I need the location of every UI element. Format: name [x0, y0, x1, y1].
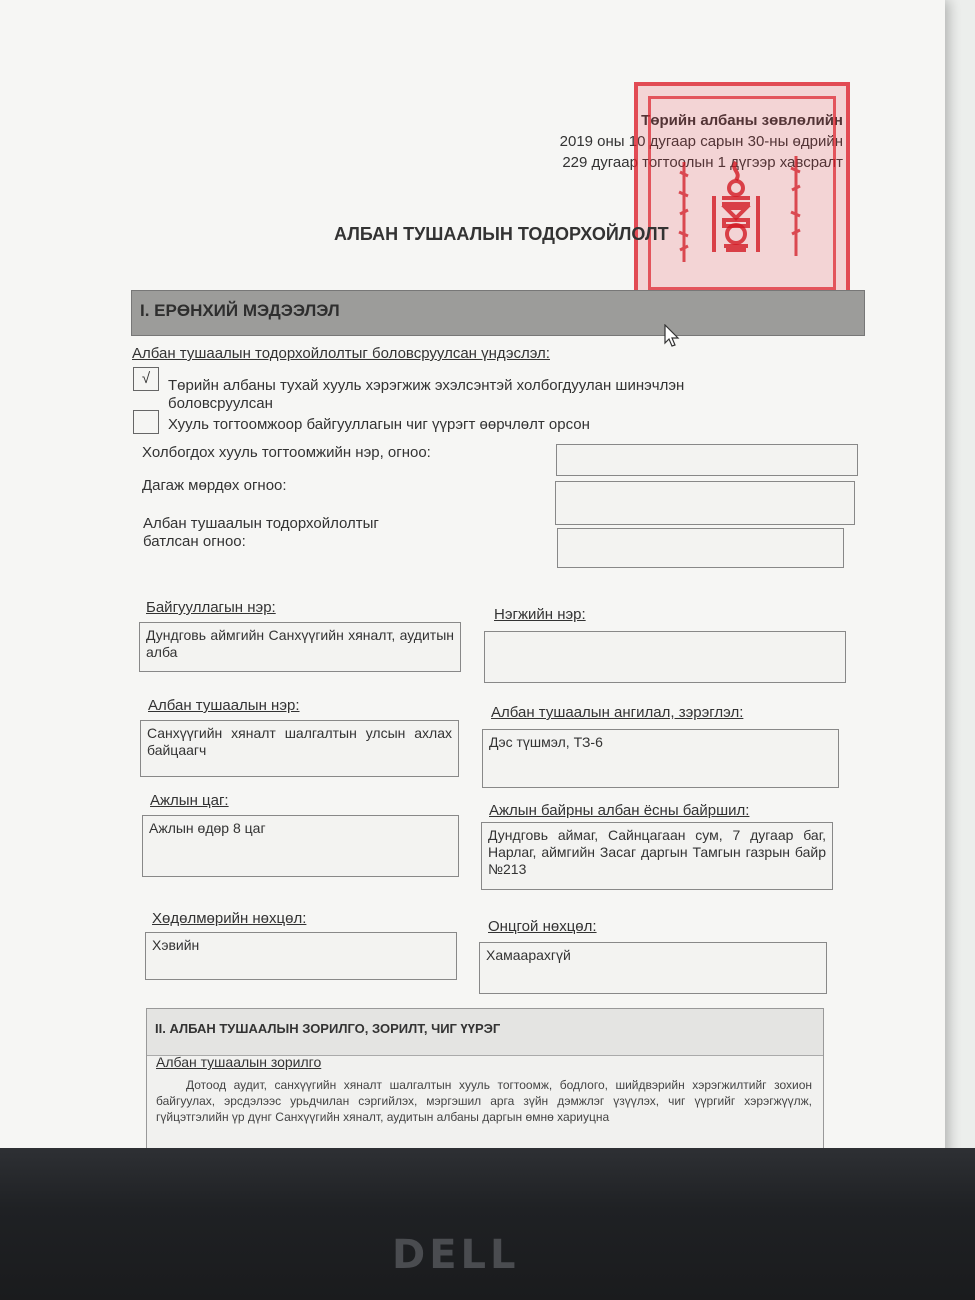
position-class-field[interactable]: [482, 729, 839, 788]
org-name-value: Дундговь аймгийн Санхүүгийн хяналт, аудитын алба: [146, 627, 454, 660]
special-conditions-value: Хамаарахгүй: [486, 947, 571, 963]
section-2: [146, 1008, 824, 1160]
approved-date-label: Албан тушаалын тодорхойлолтыг батлсан огноо:: [143, 515, 379, 550]
mouse-cursor-icon: [664, 324, 680, 348]
law-name-label: Холбогдох хууль тогтоомжийн нэр, огноо:: [142, 444, 431, 461]
section-2-header: [147, 1009, 823, 1056]
unit-name-value: [485, 632, 845, 640]
approval-line-2: 2019 оны 10 дугаар сарын 30-ны өдрийн: [559, 133, 843, 150]
section-2-title: II. АЛБАН ТУШААЛЫН ЗОРИЛГО, ЗОРИЛТ, ЧИГ ҮҮРЭГ: [155, 1021, 501, 1036]
approval-line-3: 229 дугаар тогтоолын 1 дүгээр хавсралт: [562, 154, 843, 171]
document-title: АЛБАН ТУШААЛЫН ТОДОРХОЙЛОЛТ: [334, 224, 669, 244]
option-2-checkbox[interactable]: [133, 410, 159, 434]
option-1-checkbox[interactable]: √: [133, 367, 159, 391]
work-conditions-field[interactable]: [145, 932, 457, 980]
work-location-value: Дундговь аймаг, Сайнцагаан сум, 7 дугаар баг, Нарлаг, аймгийн Засаг даргын Тамгын газрын байр №213: [488, 827, 826, 877]
soyombo-emblem-icon: [702, 156, 770, 256]
org-name-field[interactable]: [139, 622, 461, 672]
unit-name-field[interactable]: [484, 631, 846, 683]
mongol-script-right-icon: [788, 156, 804, 256]
basis-label: Албан тушаалын тодорхойлолтыг боловсруулсан үндэслэл:: [132, 345, 550, 362]
work-location-label: Ажлын байрны албан ёсны байршил:: [489, 802, 750, 819]
position-name-label: Албан тушаалын нэр:: [148, 697, 300, 714]
work-location-field[interactable]: [481, 822, 833, 890]
monitor-brand-logo: DELL: [392, 1232, 520, 1278]
unit-name-label: Нэгжийн нэр:: [494, 606, 586, 623]
work-hours-field[interactable]: [142, 815, 459, 877]
option-2-text: Хууль тогтоомжоор байгууллагын чиг үүрэгт өөрчлөлт орсон: [168, 416, 590, 433]
purpose-label: Албан тушаалын зорилго: [156, 1054, 322, 1070]
position-name-value: Санхүүгийн хяналт шалгалтын улсын ахлах байцаагч: [147, 725, 452, 758]
mongol-script-left-icon: [676, 162, 692, 262]
work-hours-label: Ажлын цаг:: [150, 792, 229, 809]
section-1-header: [131, 290, 865, 336]
work-conditions-label: Хөдөлмөрийн нөхцөл:: [152, 910, 307, 927]
work-conditions-value: Хэвийн: [152, 937, 200, 953]
effective-date-label: Дагаж мөрдөх огноо:: [142, 477, 287, 494]
special-conditions-label: Онцгой нөхцөл:: [488, 918, 597, 935]
position-class-label: Албан тушаалын ангилал, зэрэглэл:: [491, 704, 744, 721]
effective-date-field[interactable]: [555, 481, 855, 525]
approved-date-field[interactable]: [557, 528, 844, 568]
approval-line-1: Төрийн албаны зөвлөлийн: [641, 112, 843, 129]
law-name-field[interactable]: [556, 444, 858, 476]
special-conditions-field[interactable]: [479, 942, 827, 994]
option-1-text: Төрийн албаны тухай хууль хэрэгжиж эхэлсэнтэй холбогдуулан шинэчлэн боловсруулсан: [168, 377, 685, 412]
position-name-field[interactable]: [140, 720, 459, 777]
purpose-text: Дотоод аудит, санхүүгийн хяналт шалгалтын хууль тогтоомж, бодлого, шийдвэрийн хэрэгжилтийг зохион байгуулах, эрсдэлээс урьдчилан сэргийлэх, мэргэшил арга зүйн дэмжлэг үзүүлэх, чиг үүргийг хэрэгжүүлж, гүйцэтгэлийн үр дүнг Санхүүгийн хяналт, аудитын албаны даргын өмнө хариуцна: [156, 1078, 812, 1124]
section-1-title: I. ЕРӨНХИЙ МЭДЭЭЛЭЛ: [140, 301, 340, 320]
position-class-value: Дэс түшмэл, ТЗ-6: [489, 734, 603, 750]
org-name-label: Байгууллагын нэр:: [146, 599, 276, 616]
official-stamp: [634, 82, 850, 304]
work-hours-value: Ажлын өдөр 8 цаг: [149, 820, 266, 836]
